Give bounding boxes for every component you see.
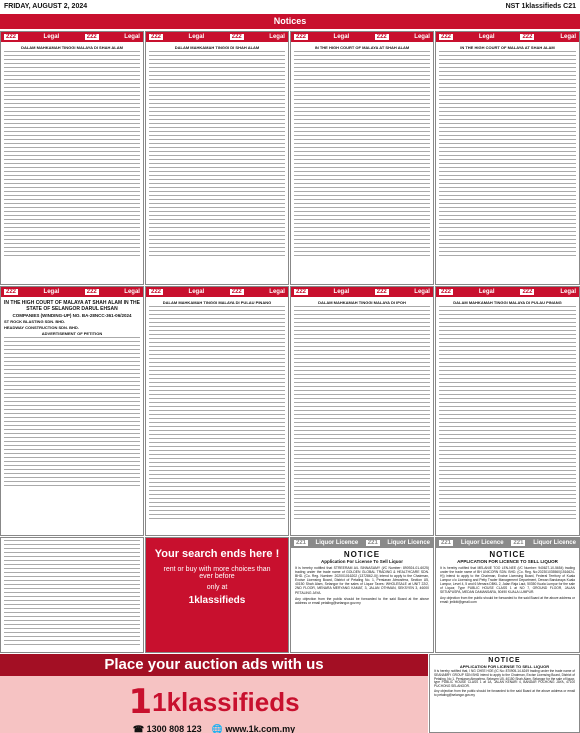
section-code: 222	[6, 34, 17, 40]
promo-headline: Your search ends here !	[154, 548, 280, 560]
liquor-footer: Any objection from the public should be forwarded to the said Board at the above address or email petaling@selangor.gov.my	[295, 596, 429, 605]
paper-name: NST 1klassifieds C21	[505, 2, 576, 10]
liquor-title: NOTICE	[488, 657, 521, 664]
notice-title: IN THE HIGH COURT OF MALAYA AT SHAH ALAM	[460, 45, 555, 50]
notice-title: DALAM MAHKAMAH TINGGI DI SHAH ALAM	[174, 45, 260, 50]
liquor-footer: Any objection from the public should be forwarded to the said Board at the above address or email: jmlkfd@gmail.com	[440, 596, 575, 604]
brand-name: 1klassifieds	[152, 686, 300, 717]
liquor-notice-3	[429, 654, 580, 733]
legal-notice-7: 222 Legal 222 Legal DALAM MAHKAMAH TINGGI MALAYA DI IPOH	[290, 286, 434, 536]
notice-title: IN THE HIGH COURT OF MALAYA AT SHAH ALAM IN THE STATE OF SELANGOR DARUL EHSAN	[4, 300, 140, 312]
legal-notice-4: 222 Legal 222 Legal IN THE HIGH COURT OF MALAYA AT SHAH ALAM	[435, 31, 580, 285]
notice-title: DALAM MAHKAMAH TINGGI MALAYA DI SHAH ALAM	[21, 45, 123, 50]
notice-subtitle: COMPANIES (WINDING-UP) NO. BA-28NCC-361-06/2024	[12, 313, 132, 318]
liquor-text: It is hereby notified that MELANIE TOO LEN-NEE (I/C Number: 940627-10-5654) trading under the trade name of BH UNICORN SDN. BHD. (Co. Reg. No:202301035560(1516624-H)) intend to apply to the Chairman, Excise Licensing Board, Federal Territory of Kuala Lumpur c/o Licensing and Petty Trader Management Department, Dewan Bandaraya Kuala Lumpur, Level 4, 5 and 6 Menara DBKL 2, Jalan Raja Laut, 50350 Kuala Lumpur for the sale of Liquor, Type PUBLIC HOUSE CLASS 1 at NO 7, GROUND FLOOR, JALAN SETIAPUSPA, MEDAN DAMANSARA, 50490 KUALA LUMPUR.	[440, 566, 575, 594]
contact-phone[interactable]: 1300 808 123	[146, 724, 202, 733]
liquor-title: NOTICE	[489, 550, 526, 559]
legal-notice-8: 222 Legal 222 Legal DALAM MAHKAMAH TINGGI MALAYA DI PULAU PINANG	[435, 286, 580, 536]
liquor-footer: Any objection from the public should be forwarded to the said Board at the above address or email to petaling@selangor.gov.my	[434, 688, 575, 697]
web-icon: 🌐	[211, 724, 223, 733]
liquor-text: It is hereby notified that, I NG CHEE HOE (IC No: 870905-14-6249 trading under the trade name of SEANABRY GROUP SDN BHD intend to apply to the Chairman, Excise Licensing Board, District of Petaling, No 1, Persiaran Atmosfera, Seksyen U5, 40150 Shah Alam, Selangor for the sale of liquor, type PUBLIC HOUSE CLASS 1 at 1A, JALAN KENARI 4, BANDAR PUCHONG JAYA, 47100 PUCHONG SELANGOR.	[434, 669, 575, 689]
phone-icon: ☎	[132, 724, 145, 733]
brand-logo	[0, 682, 428, 722]
section-banner: Notices	[0, 14, 580, 29]
liquor-notice-2: 221 Liquor Licence 221 Liquor Licence NOTICE APPLICATION FOR LICENCE TO SELL LIQUOR It is hereby notified that MELANIE TOO LEN-NEE (I/C Number: 940627-10-5654) trading under the trade name of BH UNICORN SDN. BHD. (Co. Reg. No:202301035560(1516624-H)) intend to apply to the Chairman, Excise Licensing Board, Federal Territory of Kuala Lumpur c/o Licensing and Petty Trader Management Department, Dewan Bandaraya Kuala Lumpur, Level 4, 5 and 6 Menara DBKL 2, Jalan Raja Laut, 50350 Kuala Lumpur for the sale of Liquor, Type PUBLIC HOUSE CLASS 1 at NO 7, GROUND FLOOR, JALAN SETIAPUSPA, MEDAN DAMANSARA, 50490 KUALA LUMPUR. Any objection from the public should be forwarded to the said Board at the above address or email: jmlkfd@gmail.com	[435, 537, 580, 653]
legal-notice-1: 222 Legal 222 Legal DALAM MAHKAMAH TINGGI MALAYA DI SHAH ALAM	[0, 31, 144, 285]
page-date: FRIDAY, AUGUST 2, 2024	[4, 2, 88, 10]
notice-title: DALAM MAHKAMAH TINGGI MALAYA DI PULAU PINANG	[453, 300, 562, 305]
liquor-title: NOTICE	[343, 550, 381, 559]
notice-title: DALAM MAHKAMAH TINGGI MALAYA DI IPOH	[318, 300, 406, 305]
notice-title: IN THE HIGH COURT OF MALAYA AT SHAH ALAM	[314, 45, 410, 50]
auction-ad-headline: Place your auction ads with us	[0, 654, 428, 676]
section-label: Legal	[43, 34, 60, 40]
legal-notice-5: 222 Legal 222 Legal IN THE HIGH COURT OF MALAYA AT SHAH ALAM IN THE STATE OF SELANGOR DARUL EHSAN COMPANIES (WINDING-UP) NO. BA-28NCC-361-06/2024 ST ROCK BLASTING SDN. BHD. HEADWAY CONSTRUCTION SDN. BHD. ADVERTISEMENT OF PETITION	[0, 286, 144, 536]
liquor-subtitle: APPLICATION FOR LICENCE TO SELL LIQUOR	[457, 559, 558, 564]
contact-website[interactable]: www.1k.com.my	[225, 724, 296, 733]
promo-brand: 1klassifieds	[188, 595, 246, 606]
liquor-subtitle: APPLICATION FOR LICENSE TO SELL LIQUOR	[459, 664, 550, 669]
legal-notice-2: 222 Legal 222 Legal DALAM MAHKAMAH TINGGI DI SHAH ALAM	[145, 31, 289, 285]
promo-only-at: only at	[206, 584, 228, 591]
liquor-subtitle: Application For License To Sell Liquor	[321, 559, 403, 564]
legal-notice-3: 222 Legal 222 Legal IN THE HIGH COURT OF MALAYA AT SHAH ALAM	[290, 31, 434, 285]
brand-logo-mark: 1	[128, 682, 153, 722]
notice-title: DALAM MAHKAMAH TINGGI MALAYA DI PULAU PINANG	[162, 300, 272, 305]
auction-ad-banner[interactable]	[0, 654, 428, 733]
liquor-notice-1: 221 Liquor Licence 221 Liquor Licence NOTICE Application For License To Sell Liquor It is hereby notified that STREERAM A/L SINNASAMY (I/C Number: 890924-01-6025) trading under the trade name of GOLDEN GLOBAL TRADING & HEALTHCARE SDN. BHD. (Co. Reg. Number: 202001016202 (1372862-X)) intend to apply to the Chairman, Excise Licensing Board, District of Petaling No. 1, Persiaran Atmosfera, Section U5, 40150 Shah Alam, Selangor for the sales of Liquor Taxes: WHOLESALE at UNIT 22/2, 2ND FLOOR, MENARA MERYANG KAMAT, 3, JALAN OTHMAN, SEKSYEN 3, 46000 PETALING JAYA. Any objection from the public should be forwarded to the said Board at the above address or email petaling@selangor.gov.my	[290, 537, 434, 653]
liquor-text: It is hereby notified that STREERAM A/L SINNASAMY (I/C Number: 890924-01-6025) trading under the trade name of GOLDEN GLOBAL TRADING & HEALTHCARE SDN. BHD. (Co. Reg. Number: 202001016202 (1372862-X)) intend to apply to the Chairman, Excise Licensing Board, District of Petaling No. 1, Persiaran Atmosfera, Section U5, 40150 Shah Alam, Selangor for the sales of Liquor Taxes: WHOLESALE at UNIT 22/2, 2ND FLOOR, MENARA MERYANG KAMAT, 3, JALAN OTHMAN, SEKSYEN 3, 46000 PETALING JAYA.	[295, 566, 429, 595]
legal-notice-5-continued	[0, 537, 144, 653]
legal-notice-6: 222 Legal 222 Legal DALAM MAHKAMAH TINGGI MALAYA DI PULAU PINANG	[145, 286, 289, 536]
advertisement-heading: ADVERTISEMENT OF PETITION	[41, 331, 103, 336]
party-respondent: HEADWAY CONSTRUCTION SDN. BHD.	[4, 325, 79, 330]
party-petitioner: ST ROCK BLASTING SDN. BHD.	[4, 319, 66, 324]
classifieds-promo-ad[interactable]	[145, 537, 289, 653]
page-header	[0, 0, 580, 12]
contact-line	[0, 724, 428, 733]
promo-text: rent or buy with more choices than ever before	[163, 566, 271, 580]
